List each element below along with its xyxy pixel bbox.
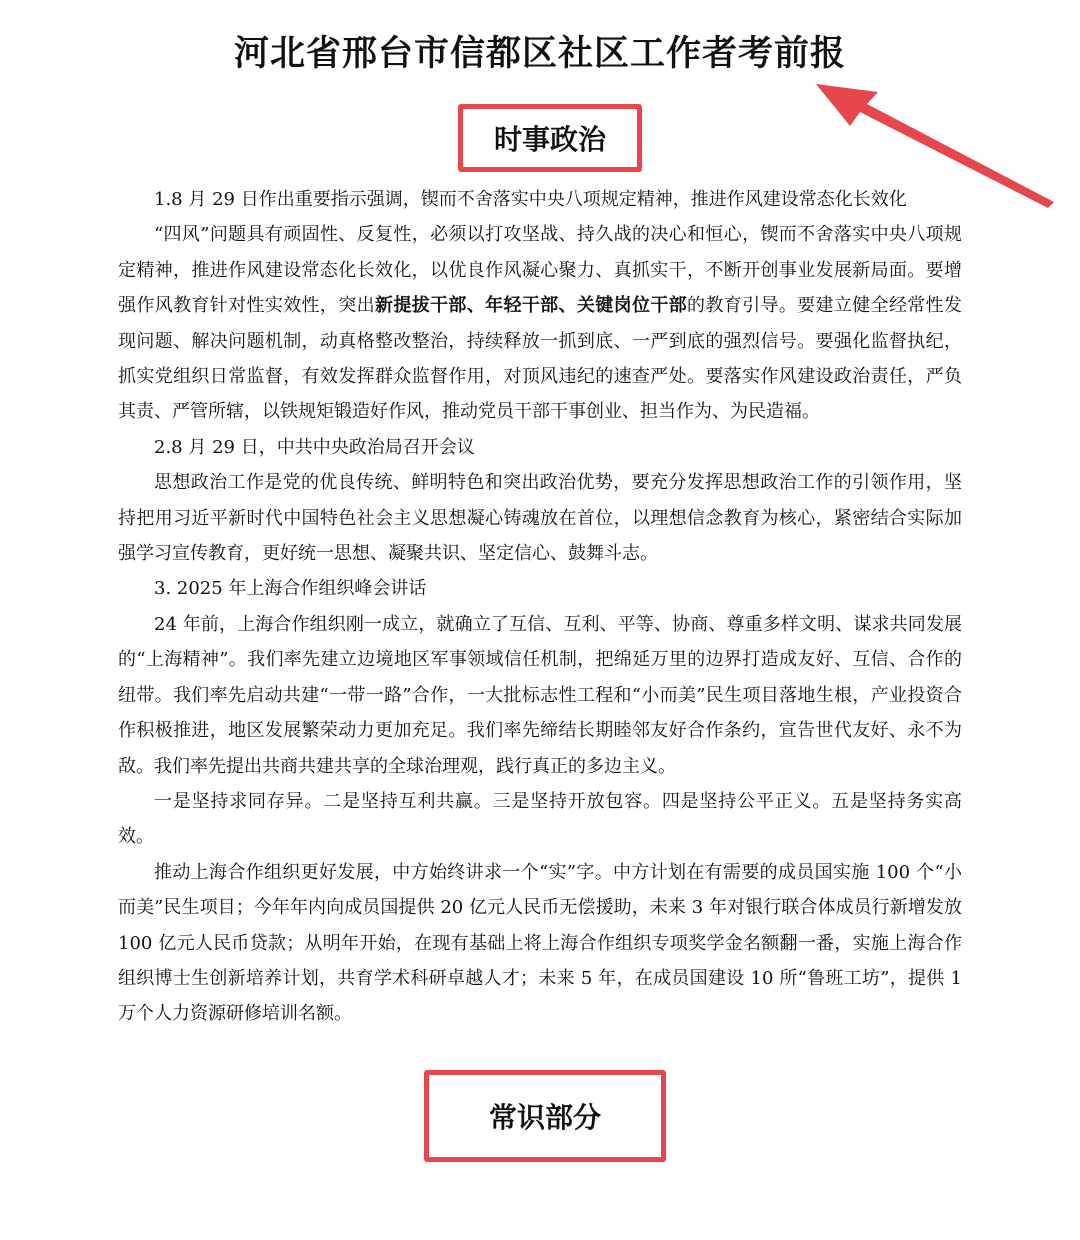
item-3-paragraph-2: 一是坚持求同存异。二是坚持互利共赢。三是坚持开放包容。四是坚持公平正义。五是坚持务实高效。 xyxy=(118,790,962,848)
item-1-bold-text: 新提拔干部、年轻干部、关键岗位干部 xyxy=(374,295,688,317)
item-1-text-end: 的教育引导。要建立健全经常性发现问题、解决问题机制，动真格整改整治，持续释放一抓到底、一严到底的强烈信号。要强化监督执纪，抓实党组织日常监督，有效发挥群众监督作用，对顶风违纪的速查严处。要落实作风建设政治责任，严负其责、严管所辖，以铁规矩锻造好作风，推动党员干部干事创业、担当作为、为民造福。 xyxy=(118,295,963,423)
section-label-current-affairs xyxy=(458,104,642,172)
item-3-heading: 3. 2025 年上海合作组织峰会讲话 xyxy=(154,578,427,600)
item-1-text-start: “四风”问题具有顽固性、反复性，必须以打攻坚战、持久战的决心和恒心，锲而不舍落实中央八项规定精神，推进作风建设常态化长效化，以优良作风凝心聚力、真抓实干，不断开创事业发展新局面。要增强作风教育针对性实效性，突出 xyxy=(118,224,962,317)
item-1-paragraph xyxy=(118,217,962,429)
item-1-heading: 1.8 月 29 日作出重要指示强调，锲而不舍落实中央八项规定精神，推进作风建设常态化长效化 xyxy=(154,189,907,210)
item-3-paragraph-1: 24 年前，上海合作组织刚一成立，就确立了互信、互利、平等、协商、尊重多样文明、谋求共同发展的“上海精神”。我们率先建立边境地区军事领域信任机制，把绵延万里的边界打造成友好、互信、合作的纽带。我们率先启动共建“一带一路”合作，一大批标志性工程和“小而美”民生项目落地生根，产业投资合作积极推进，地区发展繁荣动力更加充足。我们率先缔结长期睦邻友好合作条约，宣告世代友好、永不为敌。我们率先提出共商共建共享的全球治理观，践行真正的多边主义。 xyxy=(118,613,962,777)
item-3-paragraph-3: 推动上海合作组织更好发展，中方始终讲求一个“实”字。中方计划在有需要的成员国实施 100 个“小而美”民生项目；今年年内向成员国提供 20 亿元人民币无偿援助，未来 3 年对银行联合体成员行新增发放 100 亿元人民币贷款；从明年开始，在现有基础上将上海合作组织专项奖学金名额翻一番，实施上海合作组织博士生创新培养计划，共育学术科研卓越人才；未来 5 年，在成员国建设 10 所“鲁班工坊”，提供 1 万个人力资源研修培训名额。 xyxy=(118,861,962,1025)
item-2-heading: 2.8 月 29 日，中共中央政治局召开会议 xyxy=(154,436,475,458)
item-2-paragraph: 思想政治工作是党的优良传统、鲜明特色和突出政治优势，要充分发挥思想政治工作的引领作用，坚持把用习近平新时代中国特色社会主义思想凝心铸魂放在首位，以理想信念教育为核心，紧密结合实际加强学习宣传教育，更好统一思想、凝聚共识、坚定信心、鼓舞斗志。 xyxy=(118,472,962,565)
article-body xyxy=(118,182,962,1032)
section-label-text: 常识部分 xyxy=(488,1101,601,1134)
section-label-common-sense xyxy=(424,1070,666,1162)
page-title: 河北省邢台市信都区社区工作者考前报 xyxy=(233,34,846,74)
section-label-text: 时事政治 xyxy=(493,123,606,156)
